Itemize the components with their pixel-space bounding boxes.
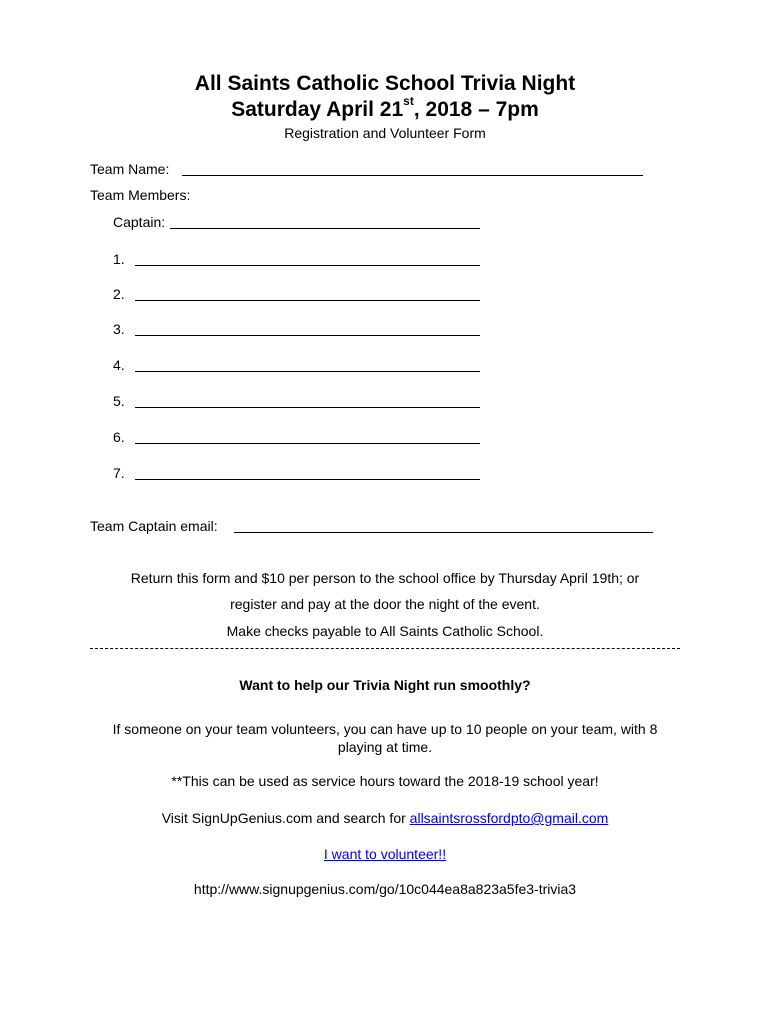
event-date-main: Saturday April 21 xyxy=(231,98,404,121)
volunteer-link-row xyxy=(0,845,770,863)
member-field[interactable] xyxy=(135,407,480,408)
event-date-ordinal: st xyxy=(403,94,414,108)
checks-payable-note: Make checks payable to All Saints Catholic School. xyxy=(226,623,544,639)
cut-line-divider xyxy=(90,648,680,649)
signup-url: http://www.signupgenius.com/go/10c044ea8a823a5fe3-trivia3 xyxy=(193,881,577,897)
member-field[interactable] xyxy=(135,335,480,336)
member-field[interactable] xyxy=(135,443,480,444)
volunteer-link[interactable]: I want to volunteer!! xyxy=(323,846,447,862)
member-field[interactable] xyxy=(135,371,480,372)
event-date xyxy=(0,94,770,123)
member-number: 6. xyxy=(113,429,125,445)
member-number: 1. xyxy=(113,251,125,267)
captain-email-field[interactable] xyxy=(234,532,653,533)
signup-instructions xyxy=(0,809,770,827)
member-field[interactable] xyxy=(135,300,480,301)
event-title: All Saints Catholic School Trivia Night xyxy=(194,72,576,95)
volunteer-heading: Want to help our Trivia Night run smoothly? xyxy=(239,677,531,693)
member-field[interactable] xyxy=(135,479,480,480)
member-number: 4. xyxy=(113,357,125,373)
captain-email-label: Team Captain email: xyxy=(90,518,218,534)
member-number: 3. xyxy=(113,321,125,337)
team-name-field[interactable] xyxy=(182,175,643,176)
captain-field[interactable] xyxy=(170,228,480,229)
member-number: 7. xyxy=(113,465,125,481)
captain-label: Captain: xyxy=(113,214,166,230)
return-instructions-cont: register and pay at the door the night of the event. xyxy=(230,596,540,612)
member-number: 5. xyxy=(113,393,125,409)
team-name-label: Team Name: xyxy=(90,161,170,177)
event-date-rest: , 2018 – 7pm xyxy=(413,98,539,121)
form-subtitle: Registration and Volunteer Form xyxy=(284,125,486,141)
member-field[interactable] xyxy=(135,265,480,266)
team-members-label: Team Members: xyxy=(90,187,191,203)
volunteer-info: If someone on your team volunteers, you can have up to 10 people on your team, with 8 playing at time. xyxy=(112,721,658,755)
return-instructions: Return this form and $10 per person to the school office by Thursday April 19th; or xyxy=(130,570,640,586)
signup-prefix: Visit SignUpGenius.com and search for xyxy=(161,810,410,826)
signup-email-link[interactable]: allsaintsrossfordpto@gmail.com xyxy=(409,810,609,826)
service-hours-note: **This can be used as service hours toward the 2018-19 school year! xyxy=(171,773,599,789)
member-number: 2. xyxy=(113,286,125,302)
